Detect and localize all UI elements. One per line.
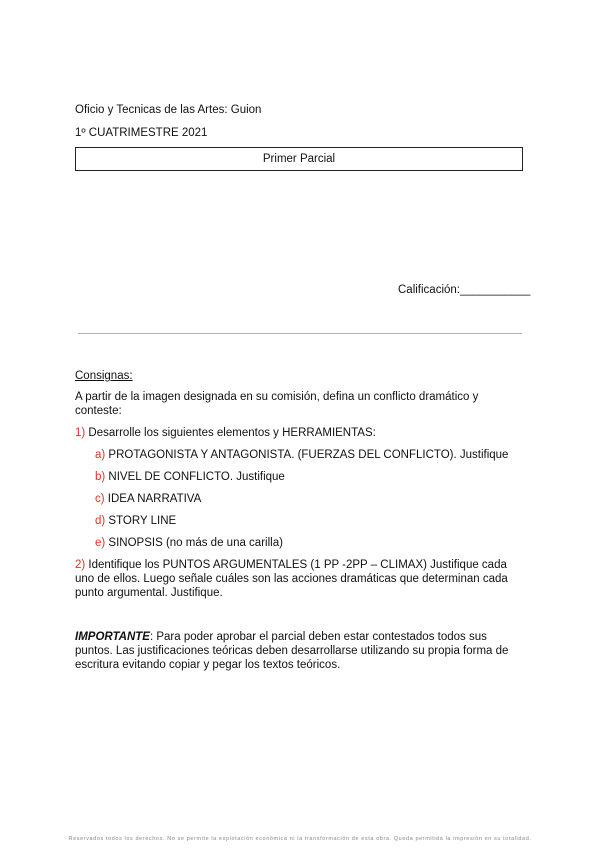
important-line-1 — [75, 630, 487, 644]
important-label: IMPORTANTE — [75, 631, 150, 643]
important-text: : Para poder aprobar el parcial deben estar contestados todos sus — [149, 631, 487, 643]
list-item-letter: d) — [95, 515, 106, 527]
question-2-text: Identifique los PUNTOS ARGUMENTALES (1 PP -2PP – CLIMAX) Justifique cada — [85, 559, 507, 571]
important-line-3: escritura evitando copiar y pegar los textos teóricos. — [75, 659, 341, 671]
exam-title-box — [75, 147, 523, 171]
list-item-text: PROTAGONISTA Y ANTAGONISTA. (FUERZAS DEL CONFLICTO). Justifique — [105, 449, 509, 461]
list-item — [95, 536, 283, 550]
question-2-line-3: punto argumental. Justifique. — [75, 587, 223, 599]
grade-label: Calificación:___________ — [398, 284, 531, 296]
term-label: 1º CUATRIMESTRE 2021 — [75, 127, 208, 139]
list-item-letter: c) — [95, 493, 105, 505]
instructions-heading: Consignas: — [75, 370, 133, 382]
list-item-text: SINOPSIS (no más de una carilla) — [105, 537, 283, 549]
question-1-number: 1) — [75, 427, 86, 439]
question-2-line-1 — [75, 558, 507, 572]
question-2-number: 2) — [75, 559, 86, 571]
list-item-text: IDEA NARRATIVA — [104, 493, 202, 505]
list-item — [95, 470, 285, 484]
exam-title: Primer Parcial — [262, 153, 336, 165]
list-item — [95, 448, 508, 462]
question-1 — [75, 426, 376, 440]
question-1-text: Desarrolle los siguientes elementos y HERRAMIENTAS: — [85, 427, 376, 439]
copyright-footer: Reservados todos los derechos. No se permite la explotación económica ni la transformación de esta obra. Queda permitida la impresión en su totalidad. — [68, 836, 532, 842]
list-item-text: NIVEL DE CONFLICTO. Justifique — [105, 471, 285, 483]
list-item-text: STORY LINE — [105, 515, 177, 527]
list-item — [95, 514, 176, 528]
intro-line-2: conteste: — [75, 405, 122, 417]
important-line-2: puntos. Las justificaciones teóricas deben desarrollarse utilizando su propia forma de — [75, 645, 509, 657]
divider — [78, 333, 522, 334]
list-item-letter: b) — [95, 471, 106, 483]
list-item-letter: a) — [95, 449, 106, 461]
list-item — [95, 492, 201, 506]
intro-line-1: A partir de la imagen designada en su comisión, defina un conflicto dramático y — [75, 391, 479, 403]
course-name: Oficio y Tecnicas de las Artes: Guion — [75, 104, 262, 116]
question-2-line-2: uno de ellos. Luego señale cuáles son las acciones dramáticas que determinan cada — [75, 573, 508, 585]
list-item-letter: e) — [95, 537, 106, 549]
